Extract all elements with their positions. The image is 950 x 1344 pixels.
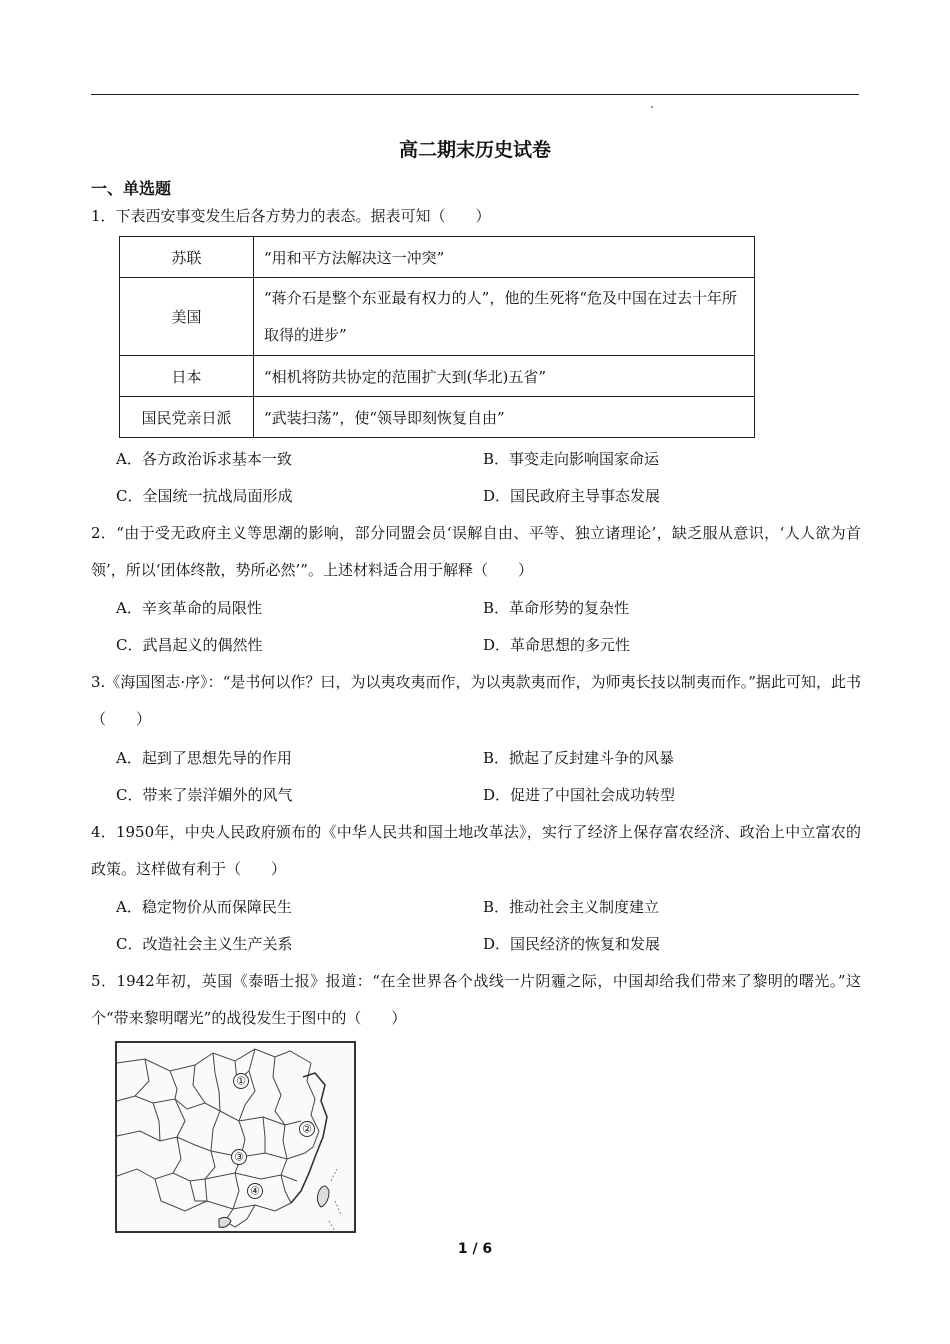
page-title: 高二期末历史试卷 bbox=[398, 139, 551, 161]
option-c[interactable]: C．带来了崇洋媚外的风气 bbox=[116, 786, 293, 804]
option-b[interactable]: B．事变走向影响国家命运 bbox=[483, 450, 660, 468]
map-label-3: ③ bbox=[234, 1150, 244, 1164]
option-d[interactable]: D．国民政府主导事态发展 bbox=[483, 487, 661, 505]
option-d[interactable]: D．革命思想的多元性 bbox=[483, 636, 631, 654]
map-label-2: ② bbox=[302, 1122, 312, 1136]
header-rule bbox=[91, 94, 859, 95]
table-cell-statement: “蒋介石是整个东亚最有权力的人”，他的生死将“危及中国在过去十年所取得的进步” bbox=[254, 278, 755, 356]
option-a[interactable]: A．各方政治诉求基本一致 bbox=[116, 450, 292, 468]
map-label-1: ① bbox=[236, 1074, 246, 1088]
table-cell-party: 苏联 bbox=[120, 237, 254, 278]
option-c[interactable]: C．改造社会主义生产关系 bbox=[116, 935, 293, 953]
option-d[interactable]: D．促进了中国社会成功转型 bbox=[483, 786, 676, 804]
table-row bbox=[120, 278, 755, 356]
table-cell-statement: “武装扫荡”，使“领导即刻恢复自由” bbox=[254, 397, 755, 438]
option-a[interactable]: A．稳定物价从而保障民生 bbox=[116, 898, 292, 916]
question-1-table bbox=[119, 236, 755, 438]
option-d[interactable]: D．国民经济的恢复和发展 bbox=[483, 935, 661, 953]
question-1-stem: 1．下表西安事变发生后各方势力的表态。据表可知（ ） bbox=[91, 207, 491, 225]
option-a[interactable]: A．辛亥革命的局限性 bbox=[116, 599, 262, 617]
page-number: 1 / 6 bbox=[457, 1241, 493, 1257]
option-b[interactable]: B．推动社会主义制度建立 bbox=[483, 898, 660, 916]
map-label-4: ④ bbox=[250, 1184, 260, 1198]
china-map bbox=[115, 1041, 356, 1233]
question-3-stem: 3.《海国图志·序》：“是书何以作？曰，为以夷攻夷而作，为以夷款夷而作，为师夷长技以制夷而作。”据此可知，此书（ ） bbox=[91, 673, 861, 728]
option-b[interactable]: B．革命形势的复杂性 bbox=[483, 599, 630, 617]
table-row bbox=[120, 237, 755, 278]
header-dot bbox=[651, 106, 653, 108]
table-cell-statement: “用和平方法解决这一冲突” bbox=[254, 237, 755, 278]
section-heading: 一、单选题 bbox=[91, 179, 172, 198]
table-row bbox=[120, 397, 755, 438]
option-c[interactable]: C．武昌起义的偶然性 bbox=[116, 636, 263, 654]
question-4-stem: 4．1950年，中央人民政府颁布的《中华人民共和国土地改革法》，实行了经济上保存富农经济、政治上中立富农的政策。这样做有利于（ ） bbox=[91, 823, 861, 878]
table-cell-statement: “相机将防共协定的范围扩大到(华北)五省” bbox=[254, 356, 755, 397]
option-b[interactable]: B．掀起了反封建斗争的风暴 bbox=[483, 749, 675, 767]
option-c[interactable]: C．全国统一抗战局面形成 bbox=[116, 487, 293, 505]
table-cell-party: 日本 bbox=[120, 356, 254, 397]
table-cell-party: 国民党亲日派 bbox=[120, 397, 254, 438]
question-5-stem: 5．1942年初，英国《泰晤士报》报道：“在全世界各个战线一片阴霾之际，中国却给我们带来了黎明的曙光。”这个“带来黎明曙光”的战役发生于图中的（ ） bbox=[91, 972, 861, 1027]
option-a[interactable]: A．起到了思想先导的作用 bbox=[116, 749, 292, 767]
table-cell-party: 美国 bbox=[120, 278, 254, 356]
table-row bbox=[120, 356, 755, 397]
question-2-stem: 2．“由于受无政府主义等思潮的影响，部分同盟会员‘误解自由、平等、独立诸理论’，缺乏服从意识，‘人人欲为首领’，所以‘团体终散，势所必然’”。上述材料适合用于解释（ ） bbox=[91, 524, 861, 579]
